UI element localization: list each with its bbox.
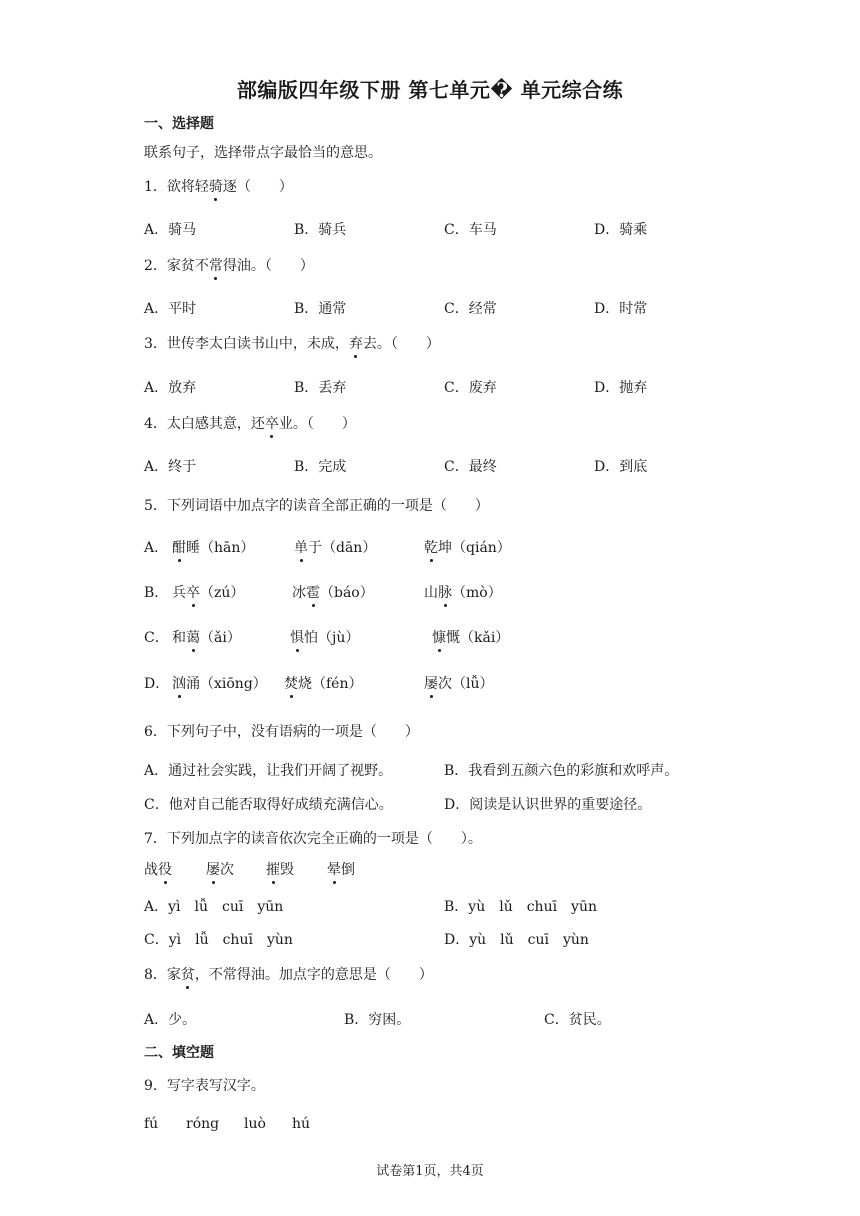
q5-option-b-word-3: 山脉（mò） (424, 582, 502, 602)
q3-option-b: B．丢弃 (294, 380, 347, 396)
q5-option-c-word-3: 慷慨（kǎi） (432, 627, 509, 647)
q4-option-d: D．到底 (594, 459, 648, 475)
dotted-character: 贫 (181, 964, 195, 984)
q1-option-a: A．骑马 (144, 222, 197, 238)
q5-option-d-word-3: 屡次（lǚ） (424, 673, 494, 693)
q7-option-b: B．yù lǔ chuī yūn (444, 899, 598, 915)
question-6-stem: 6．下列句子中，没有语病的一项是（ ） (144, 724, 419, 740)
section-heading-choice: 一、选择题 (144, 116, 214, 132)
dotted-character: 卒 (265, 413, 279, 433)
q5-option-d-word-1: 汹涌（xiōng） (172, 673, 267, 693)
q6-option-c: C．他对自己能否取得好成绩充满信心。 (144, 797, 393, 813)
q7-word-1: 战役 (144, 859, 172, 879)
q5-option-a-word-3: 乾坤（qián） (424, 537, 511, 557)
q5-option-c-label: C． (144, 630, 169, 646)
q5-option-a-word-2: 单于（dān） (294, 537, 376, 557)
q8-option-c: C．贫民。 (544, 1012, 611, 1028)
question-5-stem: 5．下列词语中加点字的读音全部正确的一项是（ ） (144, 498, 489, 514)
page-footer: 试卷第1页，共4页 (376, 1164, 484, 1179)
q9-pinyin-2: róng (186, 1116, 220, 1132)
q4-option-a: A．终于 (144, 459, 197, 475)
q1-option-c: C．车马 (444, 222, 497, 238)
q8-option-b: B．穷困。 (344, 1012, 411, 1028)
q7-word-3: 摧毁 (266, 859, 294, 879)
dotted-character: 弃 (349, 333, 363, 353)
question-8-stem: 8．家贫，不常得油。加点字的意思是（ ） (144, 964, 433, 984)
q7-word-2: 屡次 (206, 859, 234, 879)
q5-option-b-label: B． (144, 585, 169, 601)
q5-option-c-word-1: 和蔼（ǎi） (172, 627, 241, 647)
q2-option-d: D．时常 (594, 301, 648, 317)
q6-option-d: D．阅读是认识世界的重要途径。 (444, 797, 652, 813)
q3-option-a: A．放弃 (144, 380, 197, 396)
q9-pinyin-4: hú (292, 1116, 311, 1132)
q5-option-a-label: A． (144, 540, 169, 556)
q5-option-d-label: D． (144, 676, 170, 692)
question-9-stem: 9．写字表写汉字。 (144, 1078, 265, 1094)
question-4-stem: 4．太白感其意，还卒业。（ ） (144, 413, 356, 433)
q5-option-b-word-2: 冰雹（báo） (292, 582, 374, 602)
document-title: 部编版四年级下册 第七单元� 单元综合练 (236, 78, 624, 102)
q2-option-b: B．通常 (294, 301, 347, 317)
q4-option-b: B．完成 (294, 459, 347, 475)
q7-option-c: C．yì lǚ chuī yùn (144, 932, 293, 948)
question-3-stem: 3．世传李太白读书山中，未成，弃去。（ ） (144, 333, 440, 353)
q5-option-d-word-2: 焚烧（fén） (284, 673, 362, 693)
dotted-character: 骑 (209, 176, 223, 196)
q2-option-c: C．经常 (444, 301, 497, 317)
q4-option-c: C．最终 (444, 459, 497, 475)
question-2-stem: 2．家贫不常得油。（ ） (144, 255, 314, 275)
q7-option-d: D．yù lǔ cuī yùn (444, 932, 589, 948)
q5-option-b-word-1: 兵卒（zú） (172, 582, 244, 602)
question-7-stem: 7．下列加点字的读音依次完全正确的一项是（ ）。 (144, 831, 482, 847)
section-heading-fill-in: 二、填空题 (144, 1045, 214, 1061)
q5-option-a-word-1: 酣睡（hān） (172, 537, 254, 557)
section-instruction: 联系句子，选择带点字最恰当的意思。 (144, 145, 382, 161)
q7-option-a: A．yì lǚ cuī yūn (144, 899, 284, 915)
q1-option-b: B．骑兵 (294, 222, 347, 238)
q9-pinyin-1: fú (144, 1116, 159, 1132)
dotted-character: 常 (209, 255, 223, 275)
q6-option-b: B．我看到五颜六色的彩旗和欢呼声。 (444, 763, 679, 779)
q7-word-4: 晕倒 (327, 859, 355, 879)
q1-option-d: D．骑乘 (594, 222, 648, 238)
q2-option-a: A．平时 (144, 301, 197, 317)
question-1-stem: 1．欲将轻骑逐（ ） (144, 176, 293, 196)
q3-option-d: D．抛弃 (594, 380, 648, 396)
q8-option-a: A．少。 (144, 1012, 197, 1028)
q6-option-a: A．通过社会实践，让我们开阔了视野。 (144, 763, 393, 779)
q5-option-c-word-2: 惧怕（jù） (290, 627, 359, 647)
q9-pinyin-3: luò (244, 1116, 266, 1132)
q3-option-c: C．废弃 (444, 380, 497, 396)
